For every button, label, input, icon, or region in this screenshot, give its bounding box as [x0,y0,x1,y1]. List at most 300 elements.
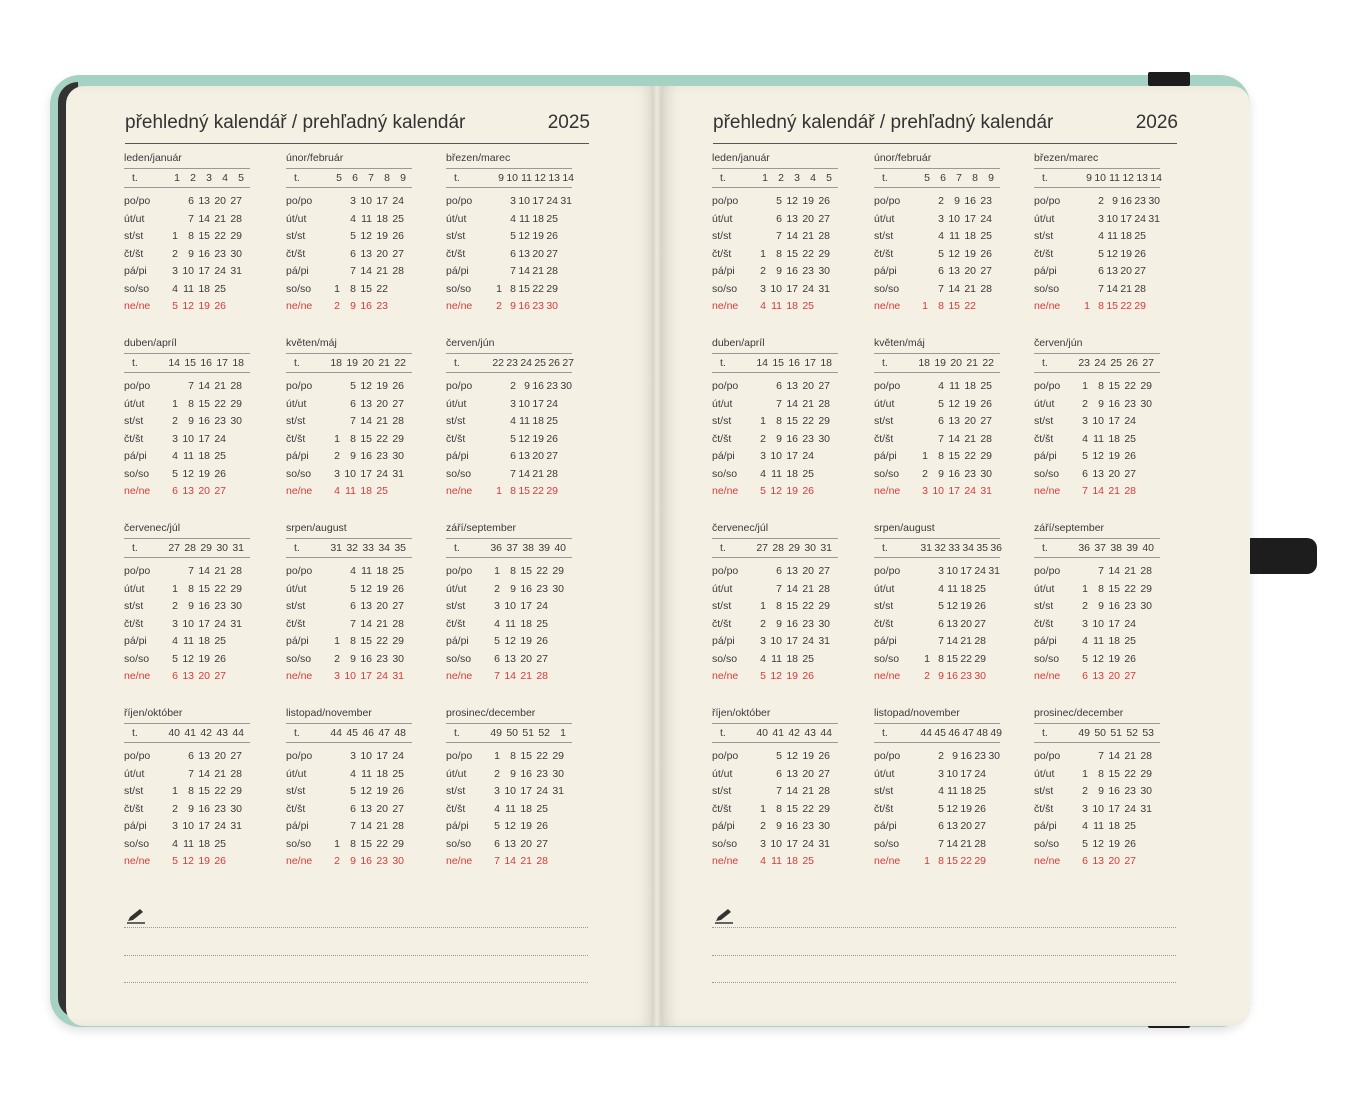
day-number: 22 [536,565,548,577]
day-number: 22 [1124,767,1136,780]
day-number: 30 [988,750,1000,762]
day-number: 15 [518,485,530,497]
day-number: 29 [392,432,404,445]
day-number: 2 [760,265,766,277]
day-number: 14 [1106,282,1118,295]
day-number: 2 [924,670,930,682]
day-number: 7 [350,265,356,277]
weekday-row [124,380,250,397]
day-label: ne/ne [1034,670,1061,682]
day-number: 9 [1112,195,1118,207]
day-label: ne/ne [1034,485,1061,497]
day-number: 23 [960,670,972,682]
day-number: 14 [786,785,798,797]
day-number: 10 [1092,617,1104,630]
week-number: 9 [988,172,994,184]
day-number: 10 [1092,802,1104,815]
day-number: 13 [946,820,958,832]
day-label: po/po [286,750,313,762]
day-number: 12 [504,635,516,647]
day-number: 27 [974,820,986,832]
week-number: 8 [384,172,390,184]
day-number: 31 [818,282,830,295]
weekday-row [446,230,572,247]
day-number: 4 [938,380,944,392]
weekday-row [286,213,412,230]
day-label: po/po [124,750,151,762]
day-number: 8 [350,282,356,295]
day-number: 4 [1098,230,1104,242]
day-label: so/so [286,837,312,850]
day-number: 5 [760,670,766,682]
day-label: pá/pi [1034,820,1057,832]
day-label: čt/št [124,802,144,815]
week-number: 23 [1078,357,1090,369]
day-number: 28 [230,212,242,225]
day-number: 11 [505,617,516,630]
month-block [286,152,412,322]
sunday-row [712,485,838,502]
weekday-row [712,450,838,467]
day-label: st/st [1034,600,1054,612]
day-label: pá/pi [286,265,309,277]
day-number: 24 [376,670,388,682]
day-number: 1 [760,802,766,815]
day-number: 8 [776,802,782,815]
week-number: 14 [756,357,768,369]
day-label: pá/pi [712,265,735,277]
day-number: 22 [960,855,972,867]
day-number: 18 [786,855,798,867]
day-number: 10 [360,750,372,762]
day-number: 23 [214,600,226,612]
day-number: 11 [183,837,194,850]
weekday-row [874,265,1000,282]
day-number: 4 [938,230,944,242]
day-number: 17 [520,600,532,612]
day-number: 21 [520,855,532,867]
weekday-row [446,785,572,802]
day-number: 6 [350,802,356,815]
weekday-row [874,230,1000,247]
day-number: 3 [494,785,500,797]
weekday-row [1034,653,1160,670]
day-number: 22 [214,785,226,797]
day-number: 14 [504,855,516,867]
week-number: 33 [362,542,374,554]
week-number: 33 [948,542,960,554]
day-label: po/po [712,750,739,762]
day-number: 20 [960,617,972,630]
day-number: 24 [214,617,226,630]
day-number: 10 [182,617,194,630]
day-number: 12 [518,230,530,242]
day-number: 14 [518,467,530,480]
day-label: po/po [1034,565,1061,577]
day-number: 31 [1148,212,1160,225]
day-number: 24 [376,467,388,480]
day-number: 20 [376,247,388,260]
weekday-row [874,380,1000,397]
day-number: 19 [376,230,388,242]
month-block [124,337,250,507]
day-number: 27 [1124,670,1136,682]
day-number: 21 [1108,485,1120,497]
day-number: 17 [360,467,372,480]
day-number: 20 [802,380,814,392]
elastic-band-top [1148,72,1190,86]
day-number: 10 [182,265,194,277]
day-number: 23 [546,380,558,392]
day-label: po/po [1034,380,1061,392]
day-label: ne/ne [1034,855,1061,867]
pencil-icon [126,908,146,924]
day-number: 17 [520,785,532,797]
weekday-row [874,583,1000,600]
day-number: 1 [922,450,928,462]
day-number: 11 [361,565,372,577]
day-label: út/ut [446,582,467,595]
month-name: leden/január [124,152,182,164]
day-number: 15 [786,802,798,815]
sunday-row [124,670,250,687]
weekday-row [712,283,838,300]
week-number: 27 [168,542,180,554]
day-label: út/ut [124,212,145,225]
day-number: 1 [494,565,500,577]
sunday-row [286,670,412,687]
day-number: 16 [520,582,532,595]
day-number: 6 [1082,855,1088,867]
day-number: 26 [546,230,558,242]
week-number: 15 [184,357,196,369]
day-number: 20 [1120,265,1132,277]
week-numbers-row [286,353,412,373]
weekday-row [286,265,412,282]
day-number: 14 [946,635,958,647]
week-numbers-row [286,723,412,743]
day-number: 23 [376,855,388,867]
day-number: 28 [392,415,404,427]
day-number: 27 [974,617,986,630]
day-number: 13 [786,212,798,225]
day-number: 7 [188,380,194,392]
weekday-row [446,653,572,670]
day-number: 8 [938,855,944,867]
page-title-right: přehledný kalendář / prehľadný kalendár [713,112,1054,133]
day-label: pá/pi [124,820,147,832]
weekday-row [1034,820,1160,837]
weekday-row [1034,768,1160,785]
day-label: čt/št [712,617,732,630]
week-number: 18 [330,357,342,369]
day-number: 12 [946,600,958,612]
day-number: 15 [946,855,958,867]
week-numbers-row [1034,168,1160,188]
day-number: 12 [770,485,782,497]
day-number: 11 [771,652,782,665]
day-number: 30 [818,432,830,445]
weekday-row [874,213,1000,230]
day-number: 31 [988,565,1000,577]
week-numbers-row [446,353,572,373]
weekday-row [1034,618,1160,635]
week-number: 15 [772,357,784,369]
week-prefix: t. [294,357,300,369]
day-number: 11 [771,855,782,867]
weekday-row [712,618,838,635]
day-number: 2 [334,855,340,867]
day-number: 22 [964,450,976,462]
day-number: 19 [960,600,972,612]
day-number: 22 [214,582,226,595]
day-label: st/st [286,230,306,242]
weekday-row [1034,248,1160,265]
day-label: pá/pi [124,265,147,277]
weekday-row [874,750,1000,767]
day-label: út/ut [124,767,145,780]
day-number: 24 [214,820,226,832]
weekday-row [286,618,412,635]
day-number: 2 [172,247,178,260]
day-number: 28 [818,230,830,242]
day-number: 28 [546,265,558,277]
month-block [124,152,250,322]
week-number: 50 [1094,727,1106,739]
day-number: 16 [518,300,530,312]
day-number: 8 [510,565,516,577]
day-number: 21 [214,380,226,392]
day-label: so/so [124,282,150,295]
weekday-row [124,600,250,617]
note-line [124,927,588,928]
week-numbers-row [446,723,572,743]
day-number: 3 [334,467,340,480]
day-number: 20 [520,837,532,850]
sunday-row [874,670,1000,687]
week-number: 29 [200,542,212,554]
week-number: 36 [1078,542,1090,554]
sunday-row [446,300,572,317]
day-label: út/ut [712,582,733,595]
day-label: čt/št [286,802,306,815]
week-number: 44 [232,727,244,739]
day-number: 26 [818,195,830,207]
day-number: 17 [960,565,972,577]
day-number: 26 [536,635,548,647]
day-number: 29 [1140,380,1152,392]
day-number: 1 [924,855,930,867]
day-number: 10 [360,195,372,207]
weekday-row [1034,195,1160,212]
weekday-row [1034,785,1160,802]
day-number: 21 [376,265,388,277]
day-number: 21 [960,635,972,647]
week-number: 47 [962,727,974,739]
day-number: 31 [552,785,564,797]
day-number: 7 [776,582,782,595]
day-label: pá/pi [446,635,469,647]
weekday-row [446,820,572,837]
day-number: 23 [964,467,976,480]
day-number: 12 [360,380,372,392]
day-number: 10 [518,397,530,410]
day-number: 11 [505,802,516,815]
sunday-row [446,855,572,872]
week-numbers-row [124,168,250,188]
day-number: 23 [974,750,986,762]
day-number: 29 [818,802,830,815]
day-label: út/ut [712,212,733,225]
day-number: 4 [760,652,766,665]
day-number: 26 [392,582,404,595]
day-label: so/so [446,652,472,665]
week-number: 5 [924,172,930,184]
month-name: leden/január [712,152,770,164]
day-number: 6 [1082,670,1088,682]
week-number: 3 [794,172,800,184]
day-number: 1 [922,300,928,312]
week-number: 12 [534,172,546,184]
day-number: 1 [172,230,178,242]
day-number: 26 [802,670,814,682]
week-numbers-row [874,168,1000,188]
day-number: 28 [980,282,992,295]
weekday-row [1034,398,1160,415]
day-number: 7 [188,212,194,225]
day-number: 17 [532,195,544,207]
day-label: čt/št [446,432,466,445]
day-number: 20 [198,485,210,497]
week-number: 26 [1126,357,1138,369]
day-number: 11 [949,230,960,242]
week-number: 53 [1142,727,1154,739]
day-number: 21 [532,467,544,480]
week-number: 18 [820,357,832,369]
day-number: 19 [198,300,210,312]
day-label: po/po [446,380,473,392]
day-number: 25 [392,565,404,577]
week-number: 3 [206,172,212,184]
day-number: 29 [546,485,558,497]
day-number: 7 [938,837,944,850]
day-label: ne/ne [874,300,901,312]
day-number: 2 [1082,785,1088,797]
day-number: 10 [518,195,530,207]
day-number: 24 [546,397,558,410]
day-number: 19 [198,652,210,665]
day-number: 9 [938,467,944,480]
month-name: listopad/november [286,707,372,719]
month-name: říjen/október [712,707,771,719]
weekday-row [712,230,838,247]
day-number: 5 [172,300,178,312]
weekday-row [712,398,838,415]
day-number: 5 [760,485,766,497]
day-number: 30 [230,600,242,612]
day-number: 12 [360,582,372,595]
day-label: pá/pi [124,635,147,647]
day-number: 29 [818,247,830,260]
month-block [446,337,572,507]
day-label: so/so [446,467,472,480]
day-number: 16 [1108,600,1120,612]
day-number: 26 [1124,652,1136,665]
day-number: 28 [1140,565,1152,577]
day-label: st/st [712,415,732,427]
day-number: 21 [1124,750,1136,762]
day-number: 14 [504,670,516,682]
note-line [124,955,588,956]
weekday-row [874,600,1000,617]
day-number: 1 [1082,582,1088,595]
day-number: 24 [980,212,992,225]
day-number: 5 [1082,450,1088,462]
day-label: út/ut [874,397,895,410]
day-number: 11 [947,582,958,595]
week-prefix: t. [720,357,726,369]
day-number: 10 [770,635,782,647]
day-number: 18 [532,212,544,225]
day-number: 10 [504,600,516,612]
weekday-row [446,195,572,212]
day-number: 18 [198,282,210,295]
day-label: st/st [1034,415,1054,427]
day-number: 17 [960,767,972,780]
weekday-row [712,248,838,265]
day-number: 9 [776,265,782,277]
day-number: 28 [536,855,548,867]
day-label: po/po [874,380,901,392]
week-prefix: t. [882,357,888,369]
day-number: 3 [1082,802,1088,815]
day-number: 4 [334,485,340,497]
day-number: 9 [188,247,194,260]
sunday-row [1034,855,1160,872]
day-number: 12 [1092,450,1104,462]
day-label: pá/pi [286,820,309,832]
day-number: 3 [760,635,766,647]
day-label: st/st [874,600,894,612]
day-number: 21 [376,820,388,832]
day-number: 6 [494,837,500,850]
day-number: 24 [1124,415,1136,427]
day-number: 5 [172,855,178,867]
weekday-row [446,803,572,820]
day-label: ne/ne [874,670,901,682]
day-number: 11 [1107,230,1118,242]
day-label: po/po [446,195,473,207]
weekday-row [1034,565,1160,582]
week-prefix: t. [454,542,460,554]
day-number: 29 [230,582,242,595]
day-label: so/so [874,282,900,295]
day-number: 26 [214,652,226,665]
week-number: 42 [200,727,212,739]
day-number: 1 [494,750,500,762]
month-name: červenec/júl [124,522,181,534]
day-number: 2 [334,652,340,665]
day-number: 27 [546,450,558,462]
day-number: 24 [536,600,548,612]
day-label: po/po [286,565,313,577]
day-number: 27 [818,212,830,225]
day-number: 13 [1092,670,1104,682]
day-label: út/ut [712,397,733,410]
week-number: 31 [330,542,342,554]
day-number: 26 [974,802,986,815]
week-number: 40 [1142,542,1154,554]
